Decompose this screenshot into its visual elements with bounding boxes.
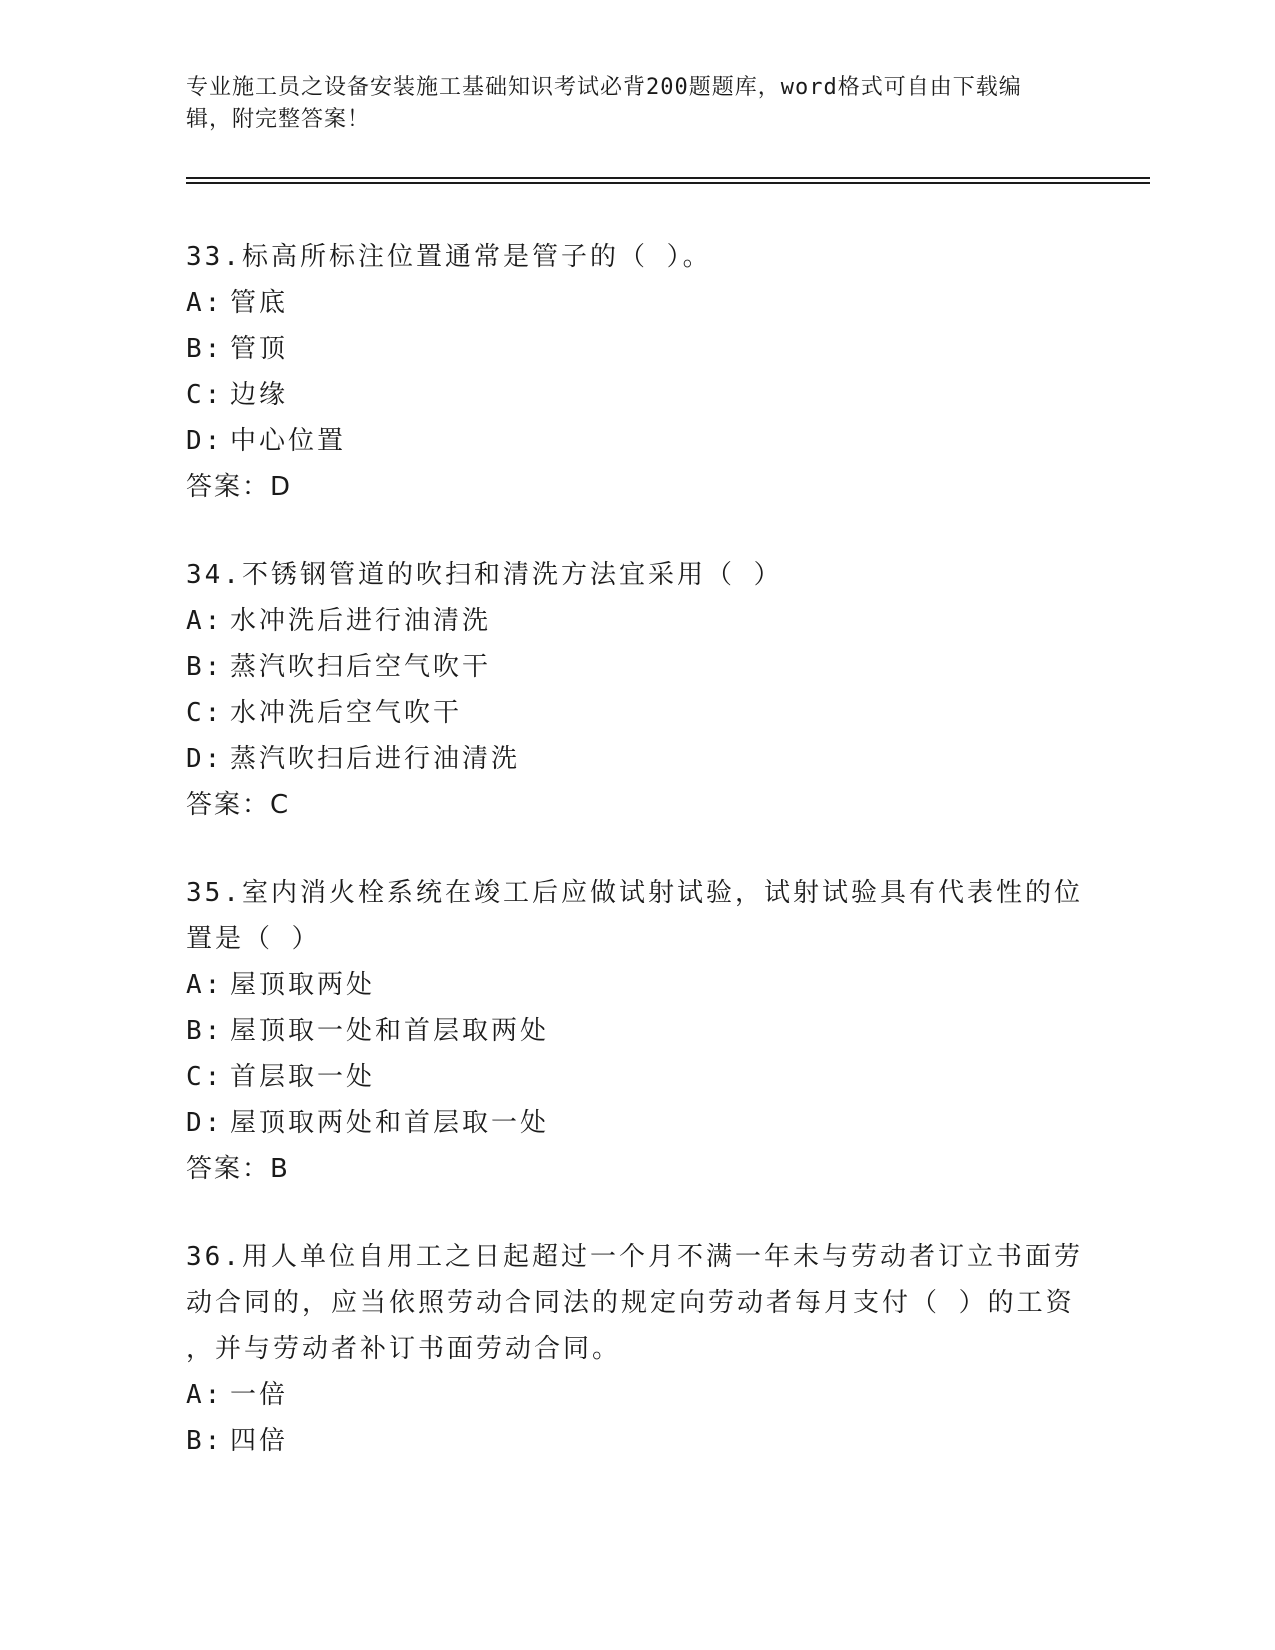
option-a <box>186 962 1086 1008</box>
header-divider-bottom <box>186 182 1150 184</box>
option-text: 首层取一处 <box>230 1062 376 1092</box>
option-text: 水冲洗后空气吹干 <box>230 698 463 728</box>
option-letter: C: <box>186 1062 224 1092</box>
option-b <box>186 1418 1086 1464</box>
option-text: 四倍 <box>230 1426 289 1456</box>
option-a <box>186 280 1086 326</box>
option-letter: A: <box>186 606 224 636</box>
document-header <box>186 72 1066 136</box>
question-stem-line-1: 36.用人单位自用工之日起超过一个月不满一年未与劳动者订立书面劳 <box>186 1242 1083 1272</box>
option-text: 水冲洗后进行油清洗 <box>230 606 492 636</box>
option-text: 管底 <box>230 288 289 318</box>
option-text: 屋顶取两处和首层取一处 <box>230 1108 550 1138</box>
option-a <box>186 598 1086 644</box>
question-stem-line-2: 动合同的，应当依照劳动合同法的规定向劳动者每月支付（ ）的工资 <box>186 1288 1075 1318</box>
option-letter: D: <box>186 426 224 456</box>
option-d <box>186 418 1086 464</box>
question-35 <box>186 870 1086 1192</box>
answer-line: 答案：D <box>186 472 293 502</box>
option-letter: D: <box>186 744 224 774</box>
option-text: 一倍 <box>230 1380 289 1410</box>
header-text: 专业施工员之设备安装施工基础知识考试必背200题题库，word格式可自由下载编辑，附完整答案！ <box>186 75 1022 132</box>
option-b <box>186 1008 1086 1054</box>
option-letter: A: <box>186 1380 224 1410</box>
option-text: 蒸汽吹扫后进行油清洗 <box>230 744 521 774</box>
header-divider-top <box>186 177 1150 179</box>
question-stem-line-1: 35.室内消火栓系统在竣工后应做试射试验，试射试验具有代表性的位 <box>186 878 1083 908</box>
question-36 <box>186 1234 1086 1464</box>
option-letter: B: <box>186 1426 224 1456</box>
option-text: 管顶 <box>230 334 289 364</box>
option-text: 中心位置 <box>230 426 347 456</box>
option-d <box>186 1100 1086 1146</box>
option-text: 边缘 <box>230 380 289 410</box>
question-stem: 34.不锈钢管道的吹扫和清洗方法宜采用（ ） <box>186 560 783 590</box>
option-a <box>186 1372 1086 1418</box>
option-b <box>186 326 1086 372</box>
question-stem: 33.标高所标注位置通常是管子的（ ）。 <box>186 242 712 272</box>
option-text: 屋顶取一处和首层取两处 <box>230 1016 550 1046</box>
option-letter: C: <box>186 380 224 410</box>
answer-line: 答案：B <box>186 1154 290 1184</box>
option-text: 蒸汽吹扫后空气吹干 <box>230 652 492 682</box>
option-letter: D: <box>186 1108 224 1138</box>
question-33 <box>186 234 1086 510</box>
option-letter: A: <box>186 970 224 1000</box>
option-letter: B: <box>186 334 224 364</box>
option-c <box>186 1054 1086 1100</box>
option-letter: C: <box>186 698 224 728</box>
option-letter: A: <box>186 288 224 318</box>
option-letter: B: <box>186 1016 224 1046</box>
question-34 <box>186 552 1086 828</box>
question-stem-line-3: ，并与劳动者补订书面劳动合同。 <box>186 1334 622 1364</box>
option-text: 屋顶取两处 <box>230 970 376 1000</box>
option-letter: B: <box>186 652 224 682</box>
question-stem-line-2: 置是（ ） <box>186 924 321 954</box>
option-b <box>186 644 1086 690</box>
option-c <box>186 690 1086 736</box>
answer-line: 答案：C <box>186 790 291 820</box>
option-d <box>186 736 1086 782</box>
option-c <box>186 372 1086 418</box>
